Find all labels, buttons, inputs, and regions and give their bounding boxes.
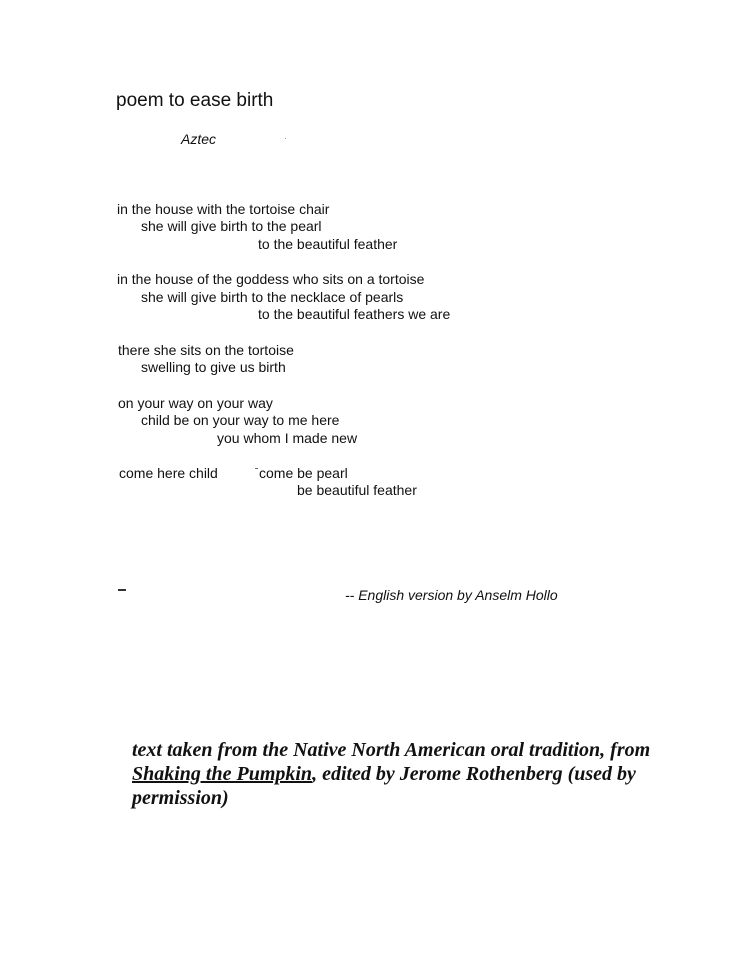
poem-line: in the house of the goddess who sits on a tortoise [117, 271, 425, 287]
scan-mark [285, 138, 286, 139]
source-note-text: text taken from the Native North American oral tradition, from [132, 739, 651, 761]
poem-line: be beautiful feather [297, 482, 417, 498]
poem-line: she will give birth to the necklace of pearls [141, 289, 404, 305]
poem-line: come be pearl [259, 465, 348, 481]
poem-origin: Aztec [181, 131, 217, 147]
poem-line: she will give birth to the pearl [141, 218, 322, 234]
poem-line: swelling to give us birth [141, 359, 286, 375]
poem-line: in the house with the tortoise chair [117, 201, 330, 217]
poem-line: child be on your way to me here [141, 412, 340, 428]
poem-title: poem to ease birth [116, 90, 274, 111]
poem-line: to the beautiful feather [258, 236, 398, 252]
scan-mark [255, 468, 258, 469]
poem-line: to the beautiful feathers we are [258, 306, 451, 322]
source-note [132, 738, 692, 810]
book-title: Shaking the Pumpkin [132, 763, 313, 785]
scan-mark [118, 589, 126, 591]
poem-line: on your way on your way [118, 395, 273, 411]
poem-line: come here child [119, 465, 218, 481]
translation-credit: -- English version by Anselm Hollo [345, 587, 558, 603]
poem-line: you whom I made new [217, 430, 358, 446]
poem-line: there she sits on the tortoise [118, 342, 294, 358]
source-note-text: , edited by Jerome Rothenberg (used by permission) [132, 763, 636, 809]
